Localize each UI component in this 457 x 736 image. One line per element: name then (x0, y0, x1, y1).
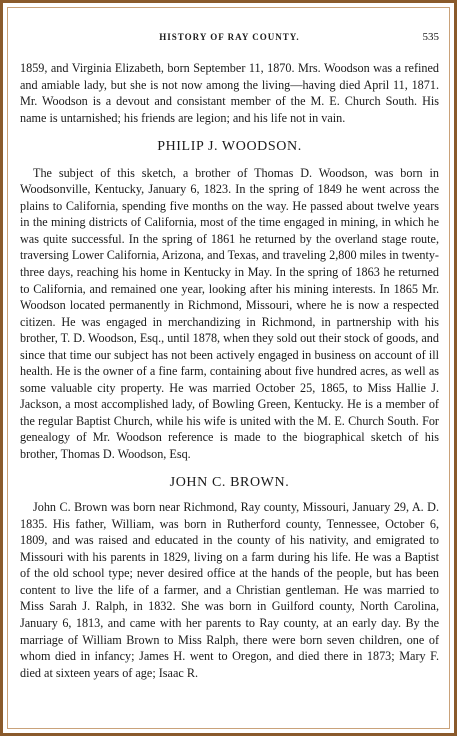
continuation-paragraph: 1859, and Virginia Elizabeth, born September 11, 1870. Mrs. Woodson was a refined and amiable lady, but she is not now among the living—having died April 11, 1871. Mr. Woodson is a devout and consistant member of the M. E. Church South. His name is untarnished; his friends are legion; and his life not in vain. (20, 61, 439, 125)
john-brown-paragraph: John C. Brown was born near Richmond, Ray county, Missouri, January 29, A. D. 1835. His father, William, was born in Rutherford county, Tennessee, October 6, 1809, and was raised and educated in the county of his nativity, and emigrated to Missouri with his parents in 1829, living on a farm during his life. He was a Baptist of the old school type; never desired office at the hands of the people, but has been content to live the life of a farmer, and a Christian gentleman. He was married to Miss Sarah J. Ralph, in 1832. She was born in Guilford county, North Carolina, January 6, 1813, and came with her parents to Ray county, at an early day. By the marriage of William Brown to Miss Ralph, there were born seven children, one of whom died in infancy; James H. went to Oregon, and died there in 1873; Mary F. died at sixteen years of age; Isaac R. (20, 500, 439, 680)
running-head (20, 32, 439, 46)
section-heading-philip-woodson: PHILIP J. WOODSON. (157, 139, 302, 155)
running-title: HISTORY OF RAY COUNTY. (159, 32, 300, 42)
page-number: 535 (422, 31, 439, 43)
section-heading-john-brown: JOHN C. BROWN. (169, 474, 290, 490)
philip-woodson-paragraph: The subject of this sketch, a brother of Thomas D. Woodson, was born in Woodsonville, Kentucky, January 6, 1823. In the spring of 1849 he went across the plains to California, spending five months on the way. He passed about twelve years in the mining districts of California, most of the time engaged in mining, in which he was quite successful. In the spring of 1861 he returned by the overland stage route, traversing Lower California, Arizona, and Texas, and traveling 2,800 miles in twenty-three days, reaching his home in Kentucky in May. In the spring of 1863 he returned to California, and remained one year, looking after his mining interests. In 1865 Mr. Woodson located permanently in Richmond, Missouri, where he is now a respected citizen. He was engaged in merchandizing in Richmond, in partnership with his brother, T. D. Woodson, Esq., until 1878, when they sold out their stock of goods, and since that time our subject has not been actively engaged in business on account of ill health. He is the owner of a fine farm, containing about five hundred acres, as well as some valuable city property. He was married October 25, 1865, to Miss Hallie J. Jackson, a most accomplished lady, of Bowling Green, Kentucky. He is a member of the regular Baptist Church, while his wife is united with the M. E. Church South. For genealogy of Mr. Woodson reference is made to the biographical sketch of his brother, Thomas D. Woodson, Esq. (20, 165, 439, 462)
page-body (20, 60, 439, 681)
